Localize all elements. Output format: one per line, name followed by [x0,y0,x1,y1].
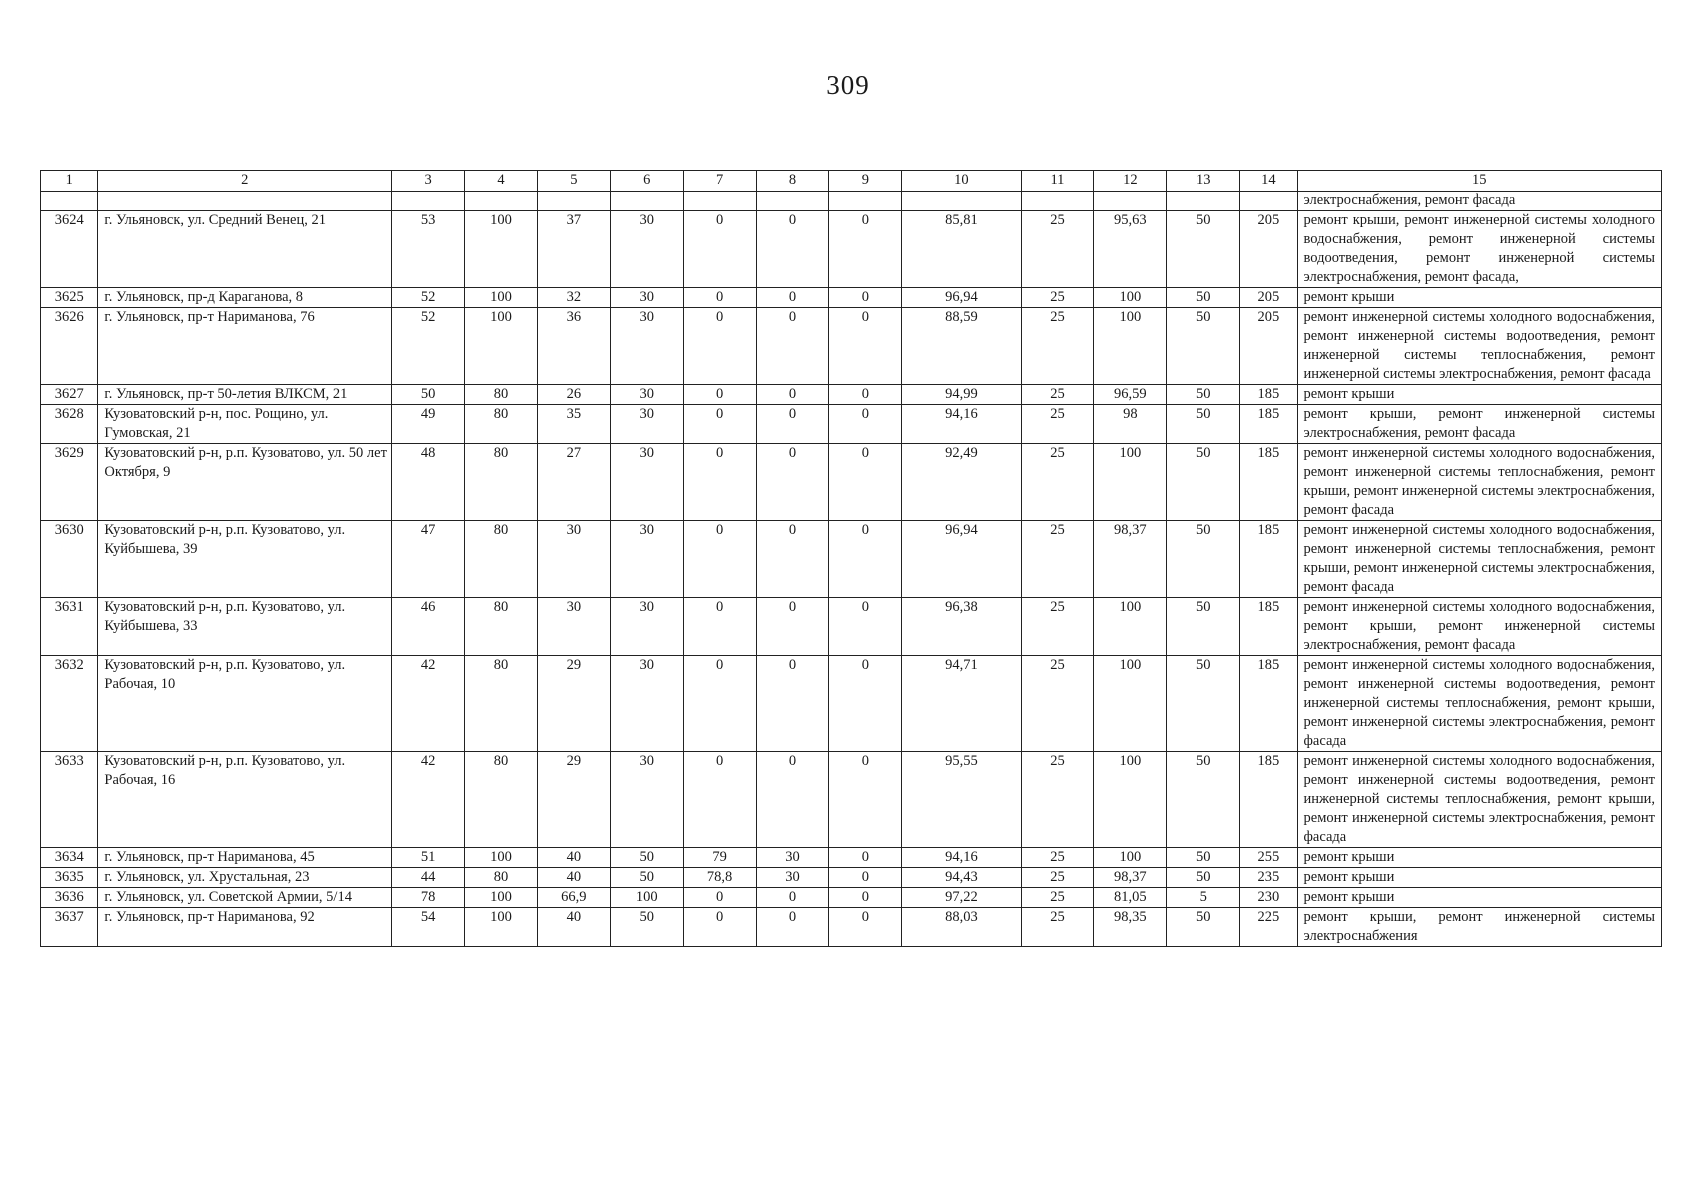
works-cell: ремонт крыши [1297,288,1661,308]
col13-cell: 50 [1167,752,1240,848]
column-header: 4 [465,171,538,192]
col3-cell: 51 [392,848,465,868]
table-row [41,908,1662,947]
col12-cell: 98 [1094,405,1167,444]
column-header: 8 [756,171,829,192]
col9-cell: 0 [829,405,902,444]
col9-cell: 0 [829,385,902,405]
col4-cell: 80 [465,656,538,752]
col6-cell: 30 [610,288,683,308]
column-header: 11 [1021,171,1094,192]
col8-cell: 0 [756,888,829,908]
table-row [41,405,1662,444]
table-row [41,752,1662,848]
col4-cell: 100 [465,308,538,385]
col9-cell: 0 [829,848,902,868]
col9-cell: 0 [829,908,902,947]
col3-cell: 50 [392,385,465,405]
col8-cell: 30 [756,868,829,888]
row-number-cell: 3636 [41,888,98,908]
col4-cell: 100 [465,211,538,288]
col10-cell: 85,81 [902,211,1021,288]
col3-cell: 46 [392,598,465,656]
col9-cell: 0 [829,888,902,908]
table-row [41,868,1662,888]
works-cell: ремонт крыши [1297,848,1661,868]
col11-cell: 25 [1021,405,1094,444]
col9-cell: 0 [829,444,902,521]
col9-cell: 0 [829,656,902,752]
col14-cell: 235 [1240,868,1297,888]
col5-cell: 36 [537,308,610,385]
col4-cell: 80 [465,752,538,848]
col5-cell: 29 [537,656,610,752]
address-cell: Кузоватовский р-н, р.п. Кузоватово, ул. Куйбышева, 39 [98,521,392,598]
works-cell: ремонт крыши, ремонт инженерной системы электроснабжения [1297,908,1661,947]
col10-cell: 92,49 [902,444,1021,521]
col3-cell: 44 [392,868,465,888]
table-body [41,192,1662,947]
col12-cell: 98,35 [1094,908,1167,947]
col8-cell: 0 [756,385,829,405]
col6-cell: 30 [610,656,683,752]
table-row [41,656,1662,752]
col12-cell: 81,05 [1094,888,1167,908]
col11-cell: 25 [1021,656,1094,752]
col7-cell: 0 [683,405,756,444]
column-header: 6 [610,171,683,192]
row-number-cell: 3630 [41,521,98,598]
col8-cell: 0 [756,308,829,385]
row-number-cell: 3631 [41,598,98,656]
column-header: 12 [1094,171,1167,192]
col14-cell: 205 [1240,308,1297,385]
col10-cell: 94,99 [902,385,1021,405]
row-number-cell: 3633 [41,752,98,848]
col14-cell: 185 [1240,752,1297,848]
col9-cell: 0 [829,752,902,848]
col14-cell: 225 [1240,908,1297,947]
col12-cell: 100 [1094,444,1167,521]
col11-cell: 25 [1021,598,1094,656]
col10-cell: 96,94 [902,288,1021,308]
col10-cell: 88,03 [902,908,1021,947]
table-row [41,385,1662,405]
col5-cell: 40 [537,908,610,947]
col6-cell: 30 [610,405,683,444]
col9-cell: 0 [829,288,902,308]
works-cell: ремонт крыши [1297,868,1661,888]
col3-cell: 42 [392,656,465,752]
column-header: 10 [902,171,1021,192]
col8-cell: 0 [756,211,829,288]
works-cell: ремонт инженерной системы холодного водоснабжения, ремонт крыши, ремонт инженерной системы электроснабжения, ремонт фасада [1297,598,1661,656]
col13-cell: 50 [1167,385,1240,405]
row-number-cell: 3629 [41,444,98,521]
col6-cell: 30 [610,444,683,521]
col8-cell: 0 [756,405,829,444]
col8-cell: 30 [756,848,829,868]
address-cell: Кузоватовский р-н, р.п. Кузоватово, ул. Куйбышева, 33 [98,598,392,656]
col3-cell: 47 [392,521,465,598]
col11-cell: 25 [1021,211,1094,288]
works-cell: ремонт инженерной системы холодного водоснабжения, ремонт инженерной системы теплоснабжения, ремонт крыши, ремонт инженерной системы электроснабжения, ремонт фасада [1297,444,1661,521]
col6-cell: 50 [610,908,683,947]
col8-cell: 0 [756,288,829,308]
repair-schedule-table [40,170,1662,947]
col11-cell: 25 [1021,908,1094,947]
col12-cell: 96,59 [1094,385,1167,405]
col10-cell: 94,16 [902,848,1021,868]
works-cell: ремонт инженерной системы холодного водоснабжения, ремонт инженерной системы водоотведения, ремонт инженерной системы теплоснабжения, ремонт крыши, ремонт инженерной системы электроснабжения, ремонт фасада [1297,656,1661,752]
col14-cell: 185 [1240,385,1297,405]
col14-cell: 205 [1240,211,1297,288]
col6-cell: 50 [610,868,683,888]
column-header: 7 [683,171,756,192]
col7-cell: 0 [683,444,756,521]
col9-cell: 0 [829,521,902,598]
col4-cell: 80 [465,521,538,598]
col3-cell: 48 [392,444,465,521]
col3-cell: 52 [392,308,465,385]
col13-cell: 50 [1167,848,1240,868]
col12-cell: 98,37 [1094,868,1167,888]
col11-cell: 25 [1021,888,1094,908]
column-header: 3 [392,171,465,192]
row-number-cell: 3635 [41,868,98,888]
col6-cell: 30 [610,308,683,385]
col12-cell: 100 [1094,308,1167,385]
table-row [41,848,1662,868]
continuation-row [41,192,1662,211]
col7-cell: 78,8 [683,868,756,888]
col14-cell: 185 [1240,444,1297,521]
address-cell: г. Ульяновск, пр-т Нариманова, 92 [98,908,392,947]
col10-cell: 96,94 [902,521,1021,598]
col11-cell: 25 [1021,288,1094,308]
table-row [41,888,1662,908]
col4-cell: 80 [465,444,538,521]
table-row [41,288,1662,308]
col7-cell: 79 [683,848,756,868]
col8-cell: 0 [756,752,829,848]
col12-cell: 100 [1094,848,1167,868]
address-cell: г. Ульяновск, пр-т Нариманова, 45 [98,848,392,868]
continuation-works-cell: электроснабжения, ремонт фасада [1297,192,1661,211]
col5-cell: 40 [537,868,610,888]
works-cell: ремонт инженерной системы холодного водоснабжения, ремонт инженерной системы водоотведения, ремонт инженерной системы теплоснабжения, ремонт инженерной системы электроснабжения, ремонт фасада [1297,308,1661,385]
col10-cell: 94,16 [902,405,1021,444]
col13-cell: 50 [1167,405,1240,444]
column-header: 1 [41,171,98,192]
col4-cell: 80 [465,598,538,656]
col10-cell: 95,55 [902,752,1021,848]
column-header: 9 [829,171,902,192]
row-number-cell: 3628 [41,405,98,444]
col3-cell: 49 [392,405,465,444]
col8-cell: 0 [756,521,829,598]
row-number-cell: 3625 [41,288,98,308]
col4-cell: 100 [465,848,538,868]
col12-cell: 100 [1094,752,1167,848]
works-cell: ремонт инженерной системы холодного водоснабжения, ремонт инженерной системы водоотведения, ремонт инженерной системы теплоснабжения, ремонт крыши, ремонт инженерной системы электроснабжения, ремонт фасада [1297,752,1661,848]
page-number: 309 [826,70,870,100]
col13-cell: 50 [1167,444,1240,521]
col13-cell: 50 [1167,288,1240,308]
col4-cell: 80 [465,385,538,405]
col14-cell: 205 [1240,288,1297,308]
col13-cell: 50 [1167,521,1240,598]
col14-cell: 185 [1240,598,1297,656]
col12-cell: 95,63 [1094,211,1167,288]
col11-cell: 25 [1021,521,1094,598]
col5-cell: 26 [537,385,610,405]
address-cell: г. Ульяновск, ул. Советской Армии, 5/14 [98,888,392,908]
col5-cell: 30 [537,598,610,656]
row-number-cell: 3634 [41,848,98,868]
col14-cell: 185 [1240,405,1297,444]
col7-cell: 0 [683,211,756,288]
column-header: 2 [98,171,392,192]
works-cell: ремонт крыши, ремонт инженерной системы холодного водоснабжения, ремонт инженерной системы водоотведения, ремонт инженерной системы электроснабжения, ремонт фасада, [1297,211,1661,288]
col11-cell: 25 [1021,308,1094,385]
col5-cell: 30 [537,521,610,598]
col4-cell: 100 [465,288,538,308]
col13-cell: 50 [1167,908,1240,947]
col3-cell: 42 [392,752,465,848]
col4-cell: 80 [465,868,538,888]
col6-cell: 30 [610,211,683,288]
address-cell: г. Ульяновск, пр-т 50-летия ВЛКСМ, 21 [98,385,392,405]
col6-cell: 100 [610,888,683,908]
col11-cell: 25 [1021,848,1094,868]
works-cell: ремонт крыши [1297,385,1661,405]
col8-cell: 0 [756,444,829,521]
col9-cell: 0 [829,598,902,656]
col12-cell: 100 [1094,598,1167,656]
col8-cell: 0 [756,908,829,947]
col11-cell: 25 [1021,444,1094,521]
works-cell: ремонт инженерной системы холодного водоснабжения, ремонт инженерной системы теплоснабжения, ремонт крыши, ремонт инженерной системы электроснабжения, ремонт фасада [1297,521,1661,598]
col5-cell: 66,9 [537,888,610,908]
col5-cell: 29 [537,752,610,848]
col5-cell: 35 [537,405,610,444]
col10-cell: 88,59 [902,308,1021,385]
address-cell: г. Ульяновск, пр-д Караганова, 8 [98,288,392,308]
col14-cell: 230 [1240,888,1297,908]
col11-cell: 25 [1021,868,1094,888]
address-cell: г. Ульяновск, пр-т Нариманова, 76 [98,308,392,385]
col7-cell: 0 [683,385,756,405]
col6-cell: 50 [610,848,683,868]
column-number-row [41,171,1662,192]
row-number-cell: 3624 [41,211,98,288]
col6-cell: 30 [610,598,683,656]
table-row [41,444,1662,521]
table-row [41,598,1662,656]
table-row [41,211,1662,288]
col7-cell: 0 [683,288,756,308]
col5-cell: 40 [537,848,610,868]
col7-cell: 0 [683,752,756,848]
col4-cell: 100 [465,888,538,908]
col12-cell: 100 [1094,288,1167,308]
col10-cell: 96,38 [902,598,1021,656]
col8-cell: 0 [756,656,829,752]
works-cell: ремонт крыши [1297,888,1661,908]
col10-cell: 97,22 [902,888,1021,908]
col7-cell: 0 [683,521,756,598]
col4-cell: 80 [465,405,538,444]
col3-cell: 52 [392,288,465,308]
col3-cell: 78 [392,888,465,908]
col9-cell: 0 [829,211,902,288]
row-number-cell: 3626 [41,308,98,385]
col13-cell: 50 [1167,211,1240,288]
col9-cell: 0 [829,868,902,888]
col9-cell: 0 [829,308,902,385]
col6-cell: 30 [610,521,683,598]
address-cell: Кузоватовский р-н, пос. Рощино, ул. Гумовская, 21 [98,405,392,444]
col6-cell: 30 [610,385,683,405]
col4-cell: 100 [465,908,538,947]
col7-cell: 0 [683,656,756,752]
col7-cell: 0 [683,598,756,656]
col11-cell: 25 [1021,385,1094,405]
col5-cell: 32 [537,288,610,308]
col13-cell: 50 [1167,656,1240,752]
col7-cell: 0 [683,888,756,908]
col10-cell: 94,71 [902,656,1021,752]
column-header: 5 [537,171,610,192]
col13-cell: 50 [1167,598,1240,656]
address-cell: Кузоватовский р-н, р.п. Кузоватово, ул. 50 лет Октября, 9 [98,444,392,521]
column-header: 13 [1167,171,1240,192]
col7-cell: 0 [683,308,756,385]
row-number-cell: 3637 [41,908,98,947]
col8-cell: 0 [756,598,829,656]
col14-cell: 255 [1240,848,1297,868]
address-cell: г. Ульяновск, ул. Средний Венец, 21 [98,211,392,288]
table-row [41,521,1662,598]
col3-cell: 53 [392,211,465,288]
col10-cell: 94,43 [902,868,1021,888]
address-cell: Кузоватовский р-н, р.п. Кузоватово, ул. Рабочая, 10 [98,656,392,752]
col13-cell: 50 [1167,868,1240,888]
works-cell: ремонт крыши, ремонт инженерной системы электроснабжения, ремонт фасада [1297,405,1661,444]
col5-cell: 27 [537,444,610,521]
col12-cell: 98,37 [1094,521,1167,598]
col13-cell: 5 [1167,888,1240,908]
col13-cell: 50 [1167,308,1240,385]
col12-cell: 100 [1094,656,1167,752]
col14-cell: 185 [1240,656,1297,752]
column-header: 15 [1297,171,1661,192]
col3-cell: 54 [392,908,465,947]
row-number-cell: 3627 [41,385,98,405]
col11-cell: 25 [1021,752,1094,848]
column-header: 14 [1240,171,1297,192]
row-number-cell: 3632 [41,656,98,752]
col14-cell: 185 [1240,521,1297,598]
table-row [41,308,1662,385]
col5-cell: 37 [537,211,610,288]
col7-cell: 0 [683,908,756,947]
col6-cell: 30 [610,752,683,848]
address-cell: Кузоватовский р-н, р.п. Кузоватово, ул. Рабочая, 16 [98,752,392,848]
address-cell: г. Ульяновск, ул. Хрустальная, 23 [98,868,392,888]
